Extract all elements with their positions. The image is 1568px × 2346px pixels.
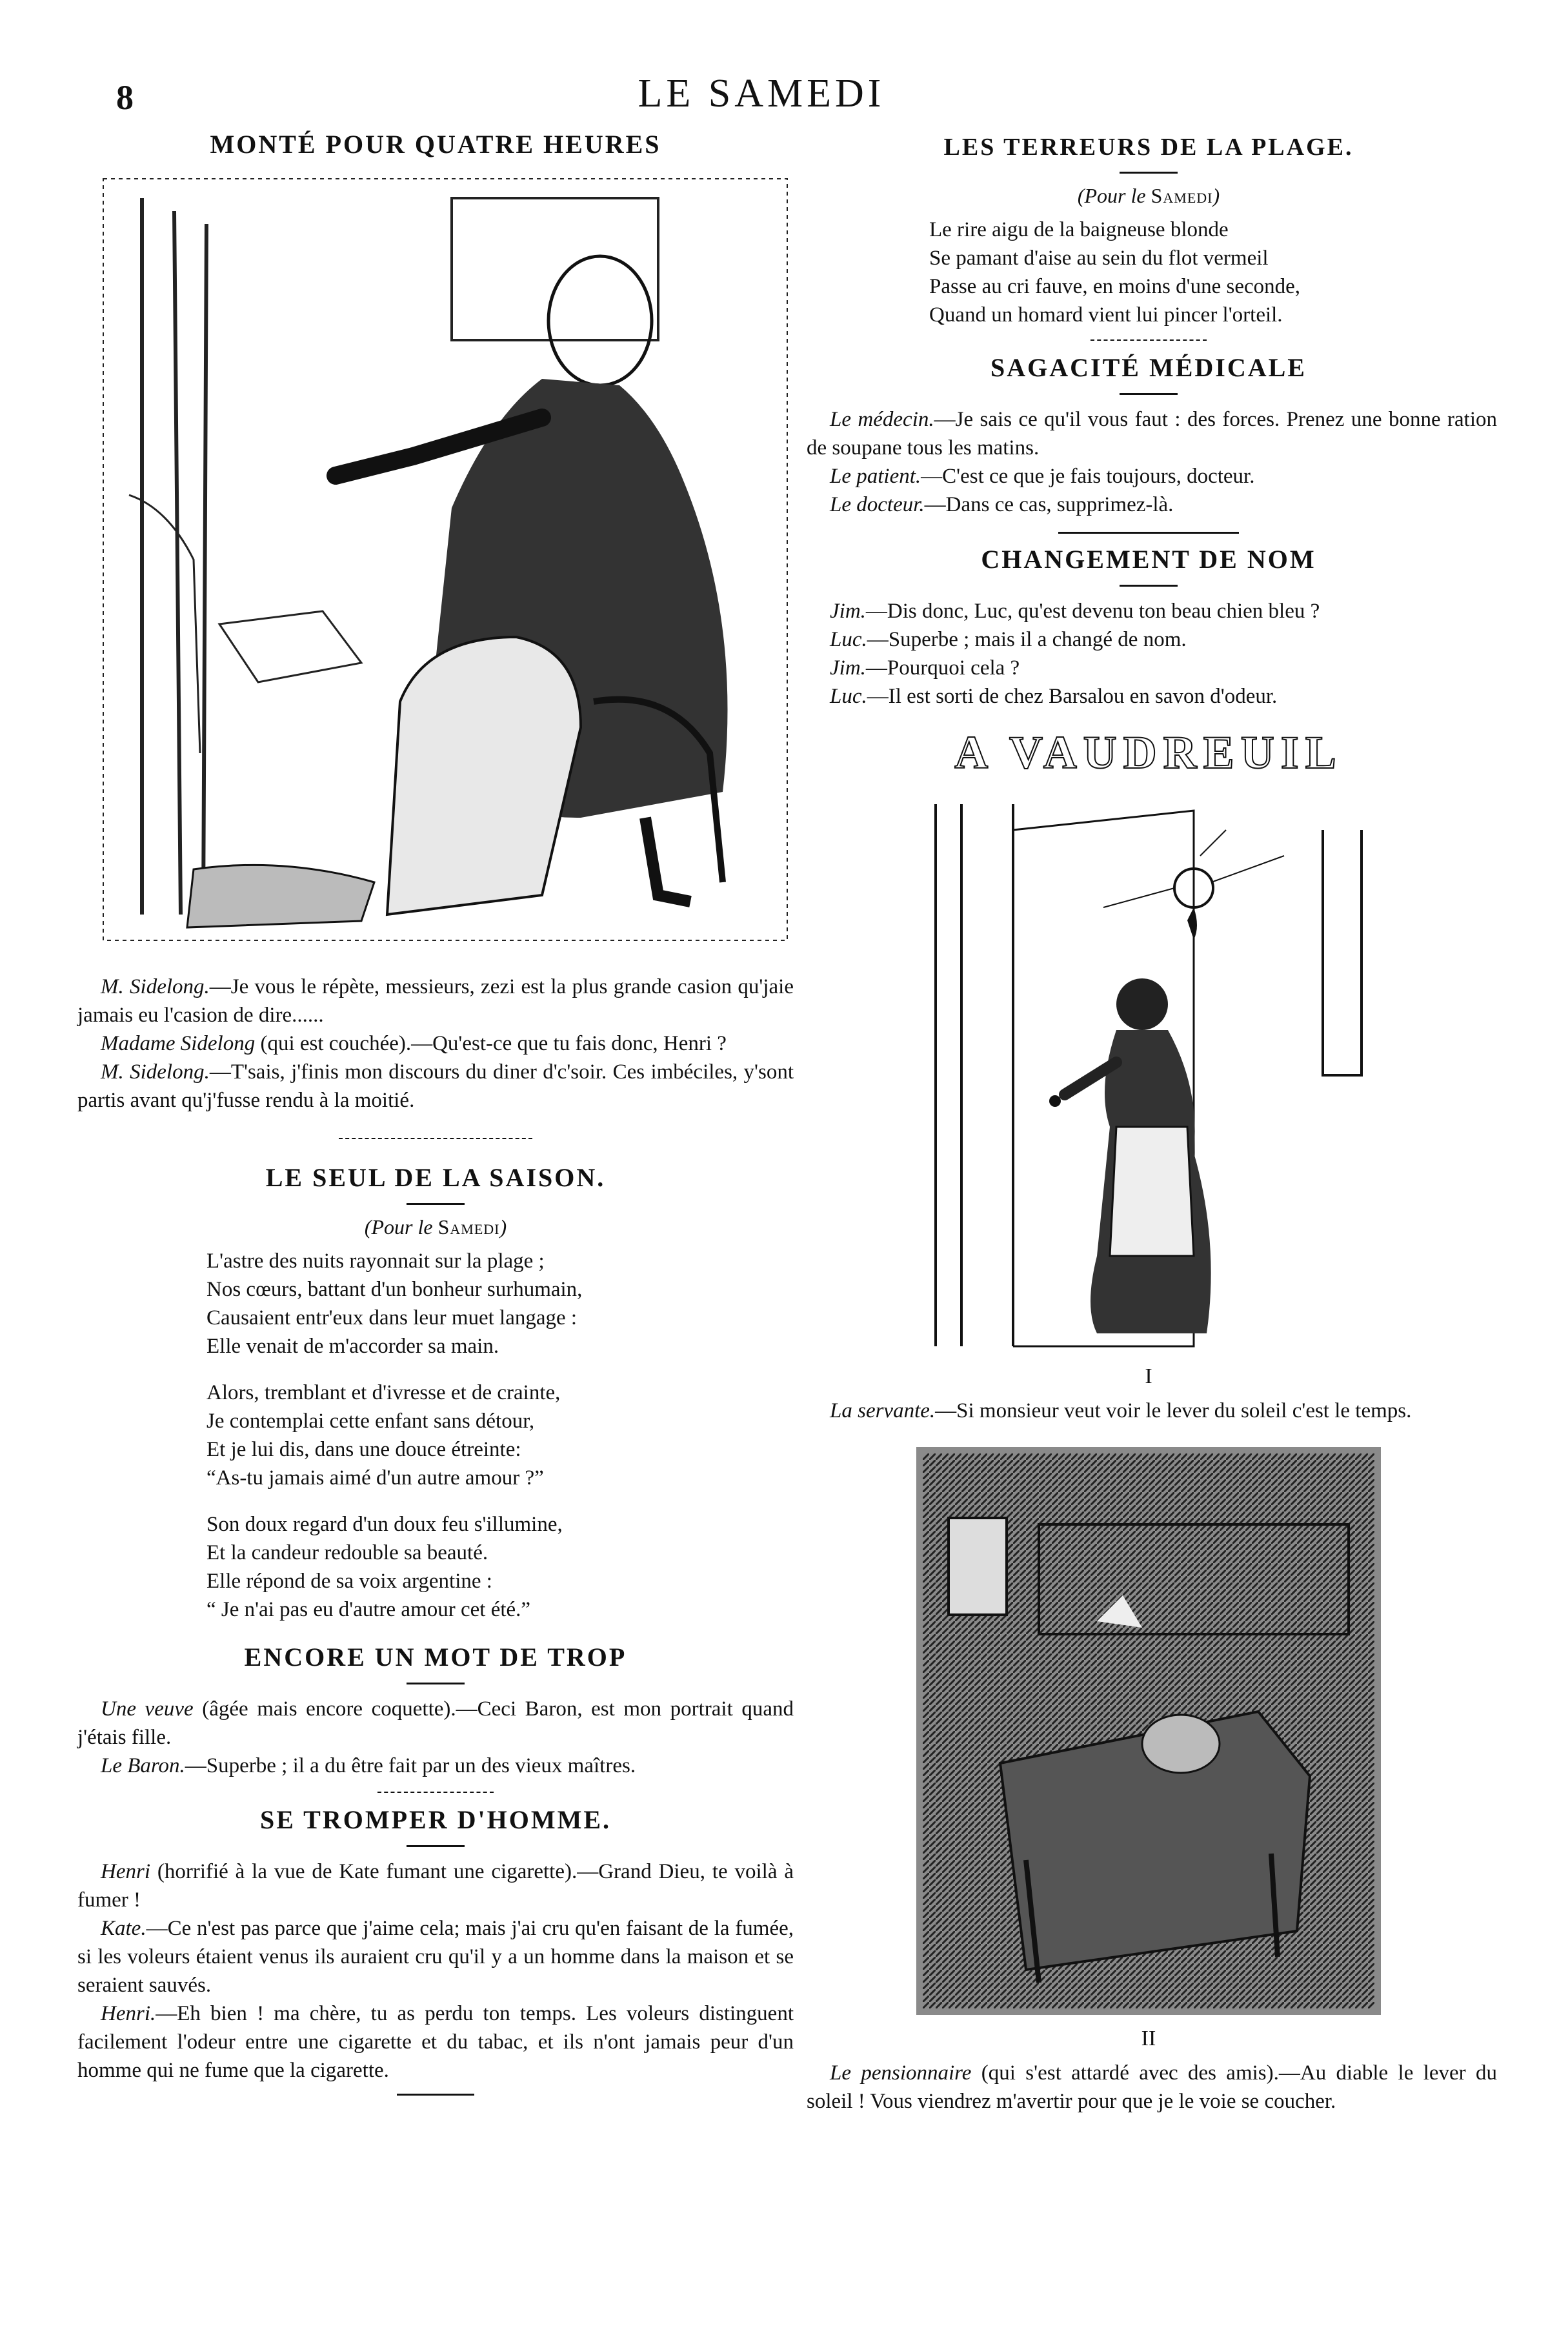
line-text: —Ce n'est pas parce que j'aime cela; mais j'ai cru qu'en faisant de la fumée, si les voleurs étaient venus ils auraient cru qu'il y a un homme dans la maison et se seraient sauvés. <box>77 1917 794 1997</box>
byline-prefix: (Pour le <box>364 1215 438 1239</box>
dialogue-line <box>77 1857 794 1914</box>
article-title-vaudreuil: A VAUDREUIL <box>954 727 1343 778</box>
verse-line: “As-tu jamais aimé d'un autre amour ?” <box>206 1466 544 1490</box>
title-rule <box>1120 172 1178 174</box>
byline-suffix: ) <box>1212 184 1220 207</box>
line-text: —Superbe ; mais il a changé de nom. <box>867 628 1187 651</box>
section-divider <box>377 1792 494 1793</box>
article-title-terreurs: LES TERREURS DE LA PLAGE. <box>943 134 1354 161</box>
encore-dialogue <box>77 1695 794 1780</box>
caption-line <box>807 1397 1497 1425</box>
verse-line: Elle venait de m'accorder sa main. <box>206 1335 499 1358</box>
right-column <box>800 129 1497 2116</box>
title-rule <box>407 1845 465 1847</box>
speaker: Le docteur. <box>830 493 925 516</box>
dialogue-line <box>807 682 1497 711</box>
verse-line: Nos cœurs, battant d'un bonheur surhumain, <box>206 1278 583 1301</box>
verse-line: Elle répond de sa voix argentine : <box>206 1570 492 1593</box>
illustration-servante-door <box>923 791 1374 1359</box>
article-title-seul: LE SEUL DE LA SAISON. <box>265 1163 606 1192</box>
line-text: (âgée mais encore coquette).—Ceci Baron, est mon portrait quand j'étais fille. <box>77 1697 794 1749</box>
illustration-pensionnaire-bed <box>910 1441 1387 2021</box>
stanza <box>206 1247 794 1360</box>
speaker: Luc. <box>830 628 867 651</box>
page-number: 8 <box>116 78 134 117</box>
stanza <box>206 1510 794 1624</box>
section-divider <box>1058 532 1239 534</box>
article-title-monte: MONTÉ POUR QUATRE HEURES <box>210 130 661 159</box>
byline <box>77 1215 794 1239</box>
monte-dialogue <box>77 973 794 1115</box>
verse-line: Causaient entr'eux dans leur muet langage : <box>206 1306 578 1330</box>
speaker: Henri <box>101 1860 150 1883</box>
speaker: M. Sidelong. <box>101 1060 210 1084</box>
poem-terreurs <box>929 216 1497 329</box>
dialogue-line <box>77 1695 794 1752</box>
speaker: Une veuve <box>101 1697 194 1721</box>
verse-line: Alors, tremblant et d'ivresse et de crainte, <box>206 1381 561 1404</box>
page-header <box>116 71 1407 129</box>
article-title-encore: ENCORE UN MOT DE TROP <box>244 1643 627 1672</box>
verse-line: Son doux regard d'un doux feu s'illumine, <box>206 1513 563 1536</box>
verse-line: “ Je n'ai pas eu d'autre amour cet été.” <box>206 1598 531 1621</box>
speaker: Jim. <box>830 656 866 680</box>
line-text: (qui est couchée).—Qu'est-ce que tu fais donc, Henri ? <box>255 1032 727 1055</box>
dialogue-line <box>807 462 1497 490</box>
figure-number: II <box>1141 2027 1156 2050</box>
verse-line: Je contemplai cette enfant sans détour, <box>206 1410 535 1433</box>
dialogue-line <box>77 973 794 1029</box>
speaker: Jim. <box>830 600 866 623</box>
line-text: —C'est ce que je fais toujours, docteur. <box>921 465 1255 488</box>
caption-text: —Si monsieur veut voir le lever du soleil c'est le temps. <box>935 1399 1412 1422</box>
verse-line: Et la candeur redouble sa beauté. <box>206 1541 488 1564</box>
dialogue-line <box>807 405 1497 462</box>
speaker: La servante. <box>830 1399 936 1422</box>
stanza <box>206 1379 794 1492</box>
dialogue-line <box>77 1029 794 1058</box>
dialogue-line <box>807 654 1497 682</box>
speaker: Kate. <box>101 1917 146 1940</box>
line-text: —T'sais, j'finis mon discours du diner d'c'soir. Ces imbéciles, y'sont partis avant qu'j'fusse rendu à la moitié. <box>77 1060 794 1112</box>
dialogue-line <box>77 1914 794 1999</box>
verse-line: Se pamant d'aise au sein du flot vermeil <box>929 247 1269 270</box>
speaker: Henri. <box>101 2002 156 2025</box>
speaker: M. Sidelong. <box>101 975 210 998</box>
vaudreuil-caption-1 <box>800 1397 1497 1425</box>
speaker: Le patient. <box>830 465 921 488</box>
speaker: Le Baron. <box>101 1754 185 1777</box>
verse-line: Passe au cri fauve, en moins d'une seconde, <box>929 275 1301 298</box>
verse-line: Quand un homard vient lui pincer l'orteil. <box>929 303 1283 327</box>
verse-line: Le rire aigu de la baigneuse blonde <box>929 218 1229 241</box>
title-rule <box>1120 585 1178 587</box>
dialogue-line <box>77 1058 794 1115</box>
line-text: —Dis donc, Luc, qu'est devenu ton beau chien bleu ? <box>865 600 1320 623</box>
dialogue-line <box>77 1999 794 2085</box>
vaudreuil-caption-2 <box>800 2059 1497 2116</box>
dialogue-line <box>77 1752 794 1780</box>
dialogue-line <box>807 490 1497 519</box>
byline-publication: Samedi <box>437 1215 500 1239</box>
stanza <box>929 216 1497 329</box>
line-text: —Je sais ce qu'il vous faut : des forces. Prenez une bonne ration de soupane tous les matins. <box>807 408 1497 460</box>
title-rule <box>407 1683 465 1684</box>
end-rule <box>397 2094 474 2096</box>
byline-publication: Samedi <box>1151 184 1213 207</box>
line-text: —Je vous le répète, messieurs, zezi est la plus grande casion qu'jaie jamais eu l'casion de dire...... <box>77 975 794 1027</box>
dialogue-line <box>807 597 1497 625</box>
line-text: —Pourquoi cela ? <box>865 656 1020 680</box>
speaker: Madame Sidelong <box>101 1032 256 1055</box>
illustration-sidelong-speech <box>90 172 800 966</box>
speaker: Luc. <box>830 685 867 708</box>
article-title-sagacite: SAGACITÉ MÉDICALE <box>990 353 1307 382</box>
title-rule <box>1120 393 1178 395</box>
line-text: (horrifié à la vue de Kate fumant une cigarette).—Grand Dieu, te voilà à fumer ! <box>77 1860 794 1912</box>
sagacite-dialogue <box>800 405 1497 519</box>
caption-line <box>807 2059 1497 2116</box>
line-text: —Eh bien ! ma chère, tu as perdu ton temps. Les voleurs distinguent facilement l'odeur entre une cigarette et du tabac, et ils n'ont jamais peur d'un homme qui ne fume que la cigarette. <box>77 2002 794 2082</box>
figure-number: I <box>1145 1364 1152 1388</box>
changement-dialogue <box>800 597 1497 711</box>
tromper-dialogue <box>77 1857 794 2085</box>
byline-prefix: (Pour le <box>1077 184 1151 207</box>
byline-suffix: ) <box>499 1215 507 1239</box>
article-title-tromper: SE TROMPER D'HOMME. <box>259 1805 612 1834</box>
line-text: —Il est sorti de chez Barsalou en savon d'odeur. <box>867 685 1278 708</box>
left-column <box>77 129 794 2106</box>
verse-line: L'astre des nuits rayonnait sur la plage ; <box>206 1249 545 1273</box>
poem-seul <box>206 1247 794 1624</box>
byline <box>800 184 1497 208</box>
speaker: Le pensionnaire <box>830 2061 972 2085</box>
section-divider <box>339 1138 532 1139</box>
title-rule <box>407 1203 465 1205</box>
masthead: LE SAMEDI <box>638 72 885 116</box>
caption-text: (qui s'est attardé avec des amis).—Au diable le lever du soleil ! Vous viendrez m'avertir pour que je le voie se coucher. <box>807 2061 1497 2113</box>
article-title-changement: CHANGEMENT DE NOM <box>981 545 1316 574</box>
line-text: —Superbe ; il a du être fait par un des vieux maîtres. <box>185 1754 636 1777</box>
verse-line: Et je lui dis, dans une douce étreinte: <box>206 1438 521 1461</box>
speaker: Le médecin. <box>830 408 934 431</box>
dialogue-line <box>807 625 1497 654</box>
line-text: —Dans ce cas, supprimez-là. <box>924 493 1174 516</box>
section-divider <box>1091 339 1207 341</box>
